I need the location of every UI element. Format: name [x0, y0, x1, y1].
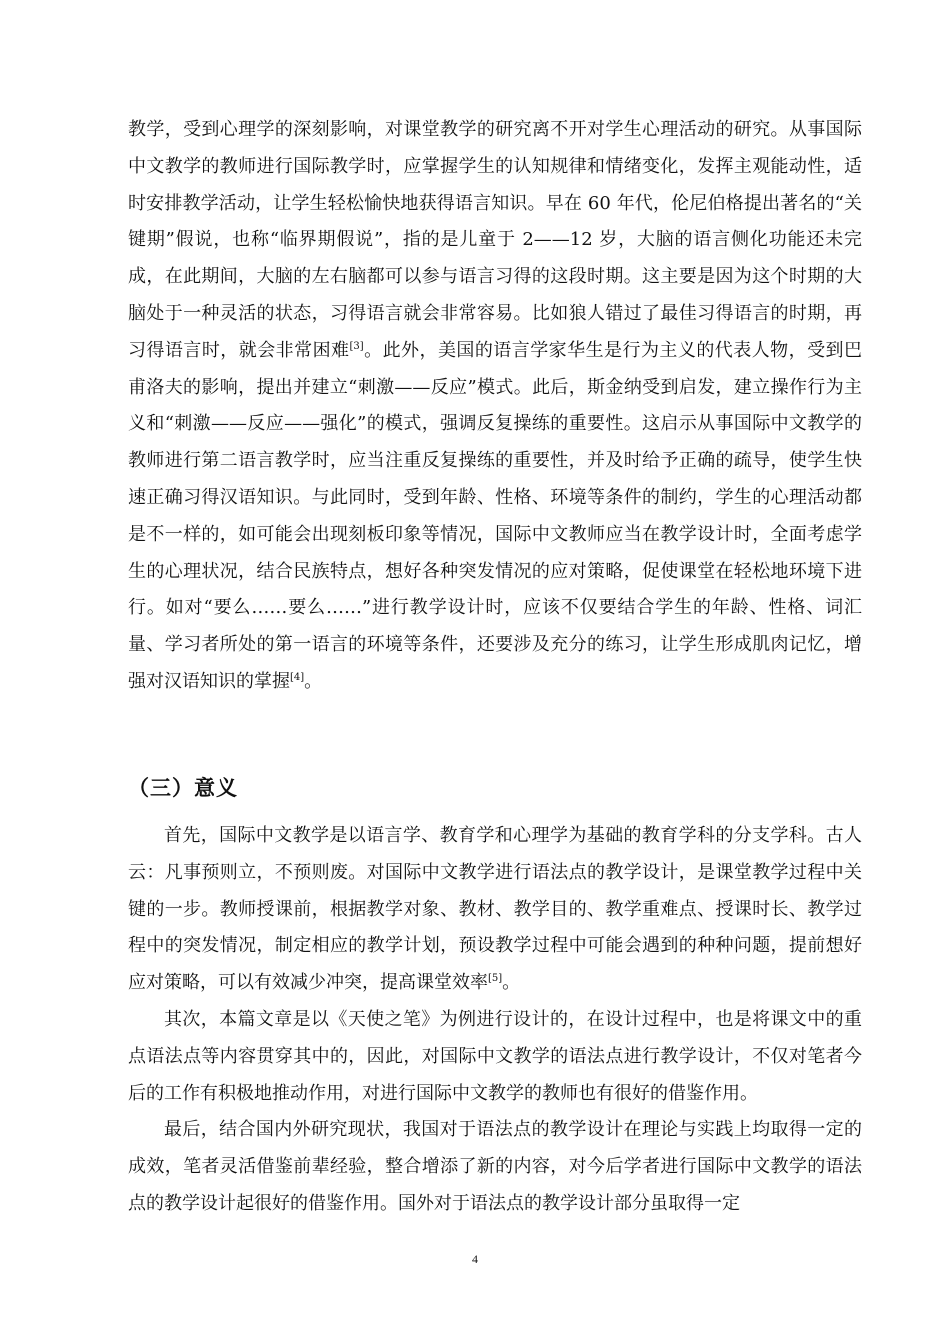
body-paragraph: 最后，结合国内外研究现状，我国对于语法点的教学设计在理论与实践上均取得一定的成效，笔者灵活借鉴前辈经验，整合增添了新的内容，对今后学者进行国际中文教学的语法点的教学设计起很好的借鉴作用。国外对于语法点的教学设计部分虽取得一定	[128, 1119, 862, 1214]
body-paragraph: 其次，本篇文章是以《天使之笔》为例进行设计的，在设计过程中，也是将课文中的重点语法点等内容贯穿其中的，因此，对国际中文教学的语法点进行教学设计，不仅对笔者今后的工作有积极地推动作用，对进行国际中文教学的教师也有很好的借鉴作用。	[128, 1008, 862, 1104]
citation-reference[interactable]: [5]	[488, 973, 503, 985]
body-paragraph	[128, 112, 862, 701]
body-paragraph	[128, 818, 862, 1002]
paragraph-text: 。此外，美国的语言学家华生是行为主义的代表人物，受到巴甫洛夫的影响，提出并建立“刺激——反应”模式。此后，斯金纳受到启发，建立操作行为主义和“刺激——反应——强化”的模式，强调反复操练的重要性。这启示从事国际中文教学的教师进行第二语言教学时，应当注重反复操练的重要性，并及时给予正确的疏导，使学生快速正确习得汉语知识。与此同时，受到年龄、性格、环境等条件的制约，学生的心理活动都是不一样的，如可能会出现刻板印象等情况，国际中文教师应当在教学设计时，全面考虑学生的心理状况，结合民族特点，想好各种突发情况的应对策略，促使课堂在轻松地环境下进行。如对“要么……要么……”进行教学设计时，应该不仅要结合学生的年龄、性格、词汇量、学习者所处的第一语言的环境等条件，还要涉及充分的练习，让学生形成肌肉记忆，增强对汉语知识的掌握	[128, 339, 862, 692]
paragraph-text: 。	[502, 972, 521, 994]
paragraph-text: 。	[304, 670, 323, 692]
paragraph-text: 首先，国际中文教学是以语言学、教育学和心理学为基础的教育学科的分支学科。古人云：凡事预则立，不预则废。对国际中文教学进行语法点的教学设计，是课堂教学过程中关键的一步。教师授课前，根据教学对象、教材、教学目的、教学重难点、授课时长、教学过程中的突发情况，制定相应的教学计划，预设教学过程中可能会遇到的种种问题，提前想好应对策略，可以有效减少冲突，提高课堂效率	[128, 825, 862, 994]
citation-reference[interactable]: [3]	[349, 340, 364, 352]
page-number: 4	[472, 1252, 478, 1266]
section-body	[128, 818, 862, 1223]
section-heading: （三）意义	[128, 776, 238, 800]
citation-reference[interactable]: [4]	[290, 671, 305, 683]
paragraph-text: 教学，受到心理学的深刻影响，对课堂教学的研究离不开对学生心理活动的研究。从事国际中文教学的教师进行国际教学时，应掌握学生的认知规律和情绪变化，发挥主观能动性，适时安排教学活动，让学生轻松愉快地获得语言知识。早在 60 年代，伦尼伯格提出著名的“关键期”假说，也称“临界期假说”，指的是儿童于 2——12 岁，大脑的语言侧化功能还未完成，在此期间，大脑的左右脑都可以参与语言习得的这段时期。这主要是因为这个时期的大脑处于一种灵活的状态，习得语言就会非常容易。比如狼人错过了最佳习得语言的时期，再习得语言时，就会非常困难	[128, 119, 862, 361]
